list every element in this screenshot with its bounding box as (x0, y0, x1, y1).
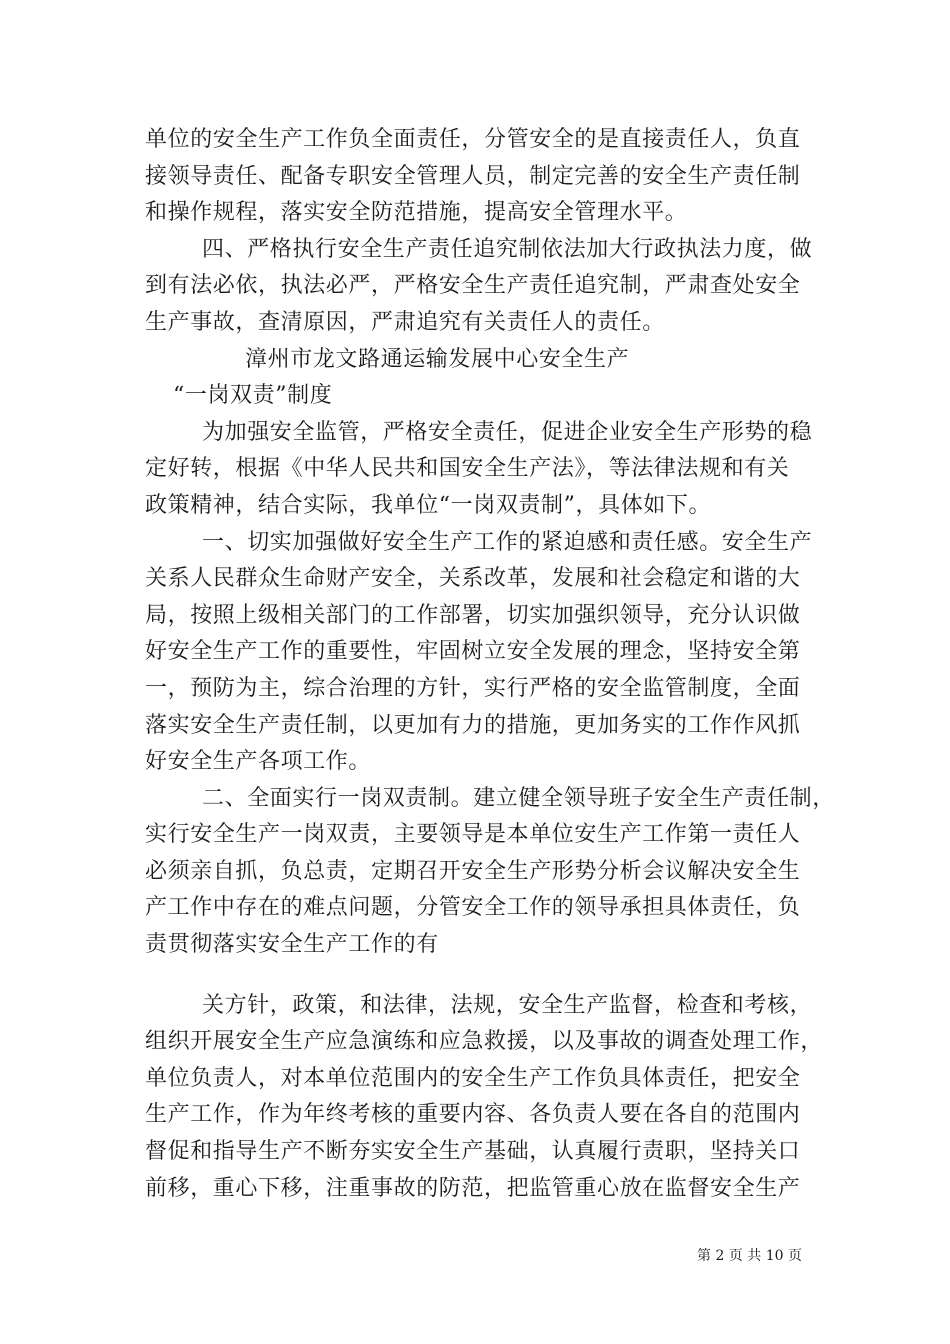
paragraph-gap (145, 964, 813, 988)
text-line: 单位负责人，对本单位范围内的安全生产工作负具体责任，把安全 (145, 1065, 801, 1091)
paragraph-start-line: 关方针，政策，和法律，法规，安全生产监督，检查和考核， (202, 992, 813, 1018)
text-line: 必须亲自抓，负总责，定期召开安全生产形势分析会议解决安全生 (145, 858, 801, 884)
text-line: 前移，重心下移，注重事故的防范，把监管重心放在监督安全生产 (145, 1175, 801, 1201)
text-line: 组织开展安全生产应急演练和应急救援，以及事故的调查处理工作， (145, 1029, 824, 1055)
paragraph-start-line: 四、严格执行安全生产责任追究制依法加大行政执法力度，做 (202, 236, 813, 262)
text-line: 生产事故，查清原因，严肃追究有关责任人的责任。 (145, 309, 665, 335)
page-number-footer: 第 2 页 共 10 页 (697, 1248, 802, 1264)
text-line: 好安全生产工作的重要性，牢固树立安全发展的理念，坚持安全第 (145, 639, 801, 665)
paragraph-start-line: 为加强安全监管，严格安全责任，促进企业安全生产形势的稳 (202, 419, 813, 445)
paragraph-start-line: 二、全面实行一岗双责制。建立健全领导班子安全生产责任制， (202, 785, 835, 811)
text-line: 责贯彻落实安全生产工作的有 (145, 932, 439, 958)
text-line: 接领导责任、配备专职安全管理人员，制定完善的安全生产责任制 (145, 163, 801, 189)
text-line: 落实安全生产责任制，以更加有力的措施，更加务实的工作作风抓 (145, 712, 801, 738)
text-line: 产工作中存在的难点问题，分管安全工作的领导承担具体责任，负 (145, 895, 801, 921)
section-subtitle: “一岗双责”制度 (173, 383, 333, 409)
text-line: 一，预防为主，综合治理的方针，实行严格的安全监管制度，全面 (145, 675, 801, 701)
text-line: 生产工作，作为年终考核的重要内容、各负责人要在各自的范围内 (145, 1102, 801, 1128)
text-line: 定好转，根据《中华人民共和国安全生产法》，等法律法规和有关 (145, 456, 790, 482)
text-line: 好安全生产各项工作。 (145, 749, 372, 775)
text-line: 关系人民群众生命财产安全，关系改革，发展和社会稳定和谐的大 (145, 566, 801, 592)
text-line: 政策精神，结合实际，我单位“一岗双责制”，具体如下。 (145, 492, 712, 518)
document-body (145, 122, 835, 1207)
section-title: 漳州市龙文路通运输发展中心安全生产 (245, 346, 630, 372)
paragraph-start-line: 一、切实加强做好安全生产工作的紧迫感和责任感。安全生产 (202, 529, 813, 555)
text-line: 和操作规程，落实安全防范措施，提高安全管理水平。 (145, 200, 688, 226)
text-line: 单位的安全生产工作负全面责任，分管安全的是直接责任人，负直 (145, 127, 801, 152)
text-line: 局，按照上级相关部门的工作部署，切实加强织领导，充分认识做 (145, 602, 801, 628)
text-line: 到有法必依，执法必严，严格安全生产责任追究制，严肃查处安全 (145, 273, 801, 299)
text-line: 实行安全生产一岗双责，主要领导是本单位安生产工作第一责任人 (145, 822, 801, 848)
text-line: 督促和指导生产不断夯实安全生产基础，认真履行责职，坚持关口 (145, 1139, 801, 1165)
